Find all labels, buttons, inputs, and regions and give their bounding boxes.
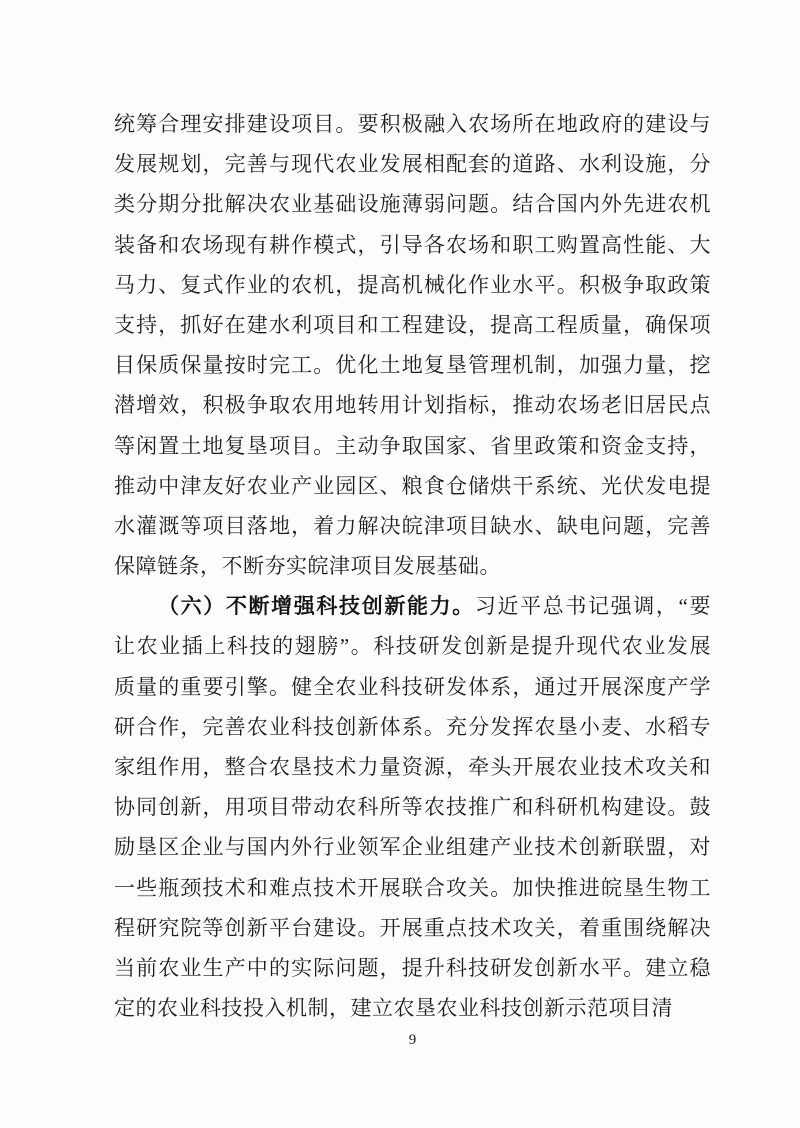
text-line: 励垦区企业与国内外行业领军企业组建产业技术创新联盟，对 — [114, 835, 711, 860]
text-line — [114, 586, 711, 626]
text-line: 程研究院等创新平台建设。开展重点技术攻关，着重围绕解决 — [114, 915, 711, 940]
text-line: 统筹合理安排建设项目。要积极融入农场所在地政府的建设与 — [114, 112, 711, 136]
text-line: 保障链条，不断夯实皖津项目发展基础。 — [114, 554, 501, 579]
text-line: 水灌溉等项目落地，着力解决皖津项目缺水、缺电问题，完善 — [114, 513, 711, 538]
text-line: 潜增效，积极争取农用地转用计划指标，推动农场老旧居民点 — [114, 393, 711, 418]
section-heading-text: （六）不断增强科技创新能力。 — [158, 594, 475, 619]
text-line: 发展规划，完善与现代农业发展相配套的道路、水利设施，分 — [114, 152, 711, 177]
text-line: 等闲置土地复垦项目。主动争取国家、省里政策和资金支持， — [114, 433, 711, 458]
text-line: 类分期分批解决农业基础设施薄弱问题。结合国内外先进农机 — [114, 192, 711, 217]
text-line: 推动中津友好农业产业园区、粮食仓储烘干系统、光伏发电提 — [114, 473, 711, 498]
text-line: 家组作用，整合农垦技术力量资源，牵头开展农业技术攻关和 — [114, 755, 711, 779]
text-line: 装备和农场现有耕作模式，引导各农场和职工购置高性能、大 — [114, 232, 711, 257]
text-line: 当前农业生产中的实际问题，提升科技研发创新水平。建立稳 — [114, 955, 711, 980]
text-line: 目保质保量按时完工。优化土地复垦管理机制，加强力量，挖 — [114, 353, 711, 378]
text-line: 让农业插上科技的翅膀”。科技研发创新是提升现代农业发展 — [114, 634, 711, 659]
text-line: 定的农业科技投入机制，建立农垦农业科技创新示范项目清 — [114, 996, 673, 1021]
text-line: 研合作，完善农业科技创新体系。充分发挥农垦小麦、水稻专 — [114, 714, 711, 739]
document-body — [114, 104, 711, 1028]
text-line: 支持，抓好在建水利项目和工程建设，提高工程质量，确保项 — [114, 312, 711, 337]
text-line: 一些瓶颈技术和难点技术开展联合攻关。加快推进皖垦生物工 — [114, 875, 711, 900]
text-line: 质量的重要引擎。健全农业科技研发体系，通过开展深度产学 — [114, 674, 711, 699]
text-line: 马力、复式作业的农机，提高机械化作业水平。积极争取政策 — [114, 272, 711, 297]
body-text: 习近平总书记强调，“要 — [474, 594, 711, 619]
text-line: 协同创新，用项目带动农科所等农技推广和科研机构建设。鼓 — [114, 795, 711, 820]
page-number: 9 — [408, 1032, 417, 1048]
